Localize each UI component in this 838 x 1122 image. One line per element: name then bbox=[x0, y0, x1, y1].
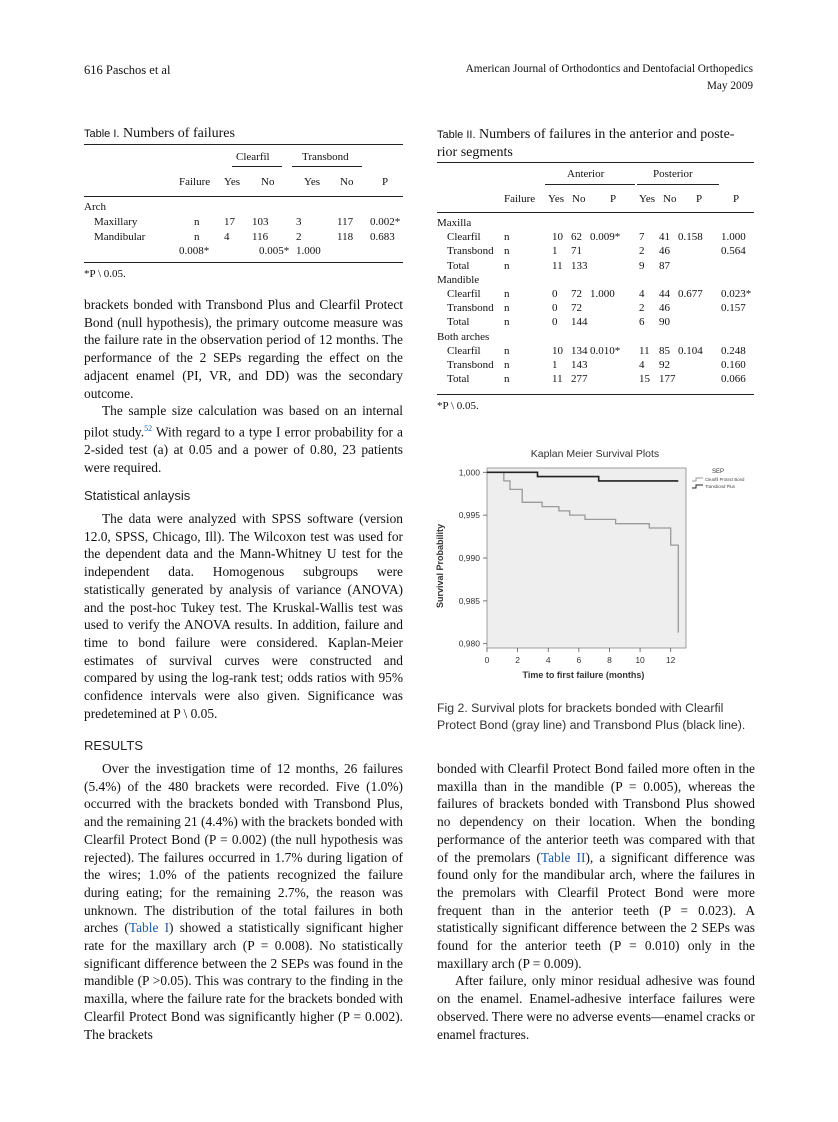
cell-n: n bbox=[504, 359, 510, 371]
row-label: Clearfil bbox=[447, 288, 481, 300]
cell-pn: 90 bbox=[659, 316, 670, 329]
p4-text-a: Over the investigation time of 12 months, 26 failures (5.4%) of the 480 brackets were recorded. Five (1.0%) occurred with the brackets bonded with Transbond Plus, and the remaining 21 (4.4%) with the brackets bonded with Clearfil Protect Bond (P = 0.002) (the null hypothesis was rejected). The failures occurred in 1.7% during ligation of the wires; 1.0% of the patients recognized the failure during eating; for the remaining 2.7%, the reason was unknown. The distribution of the total failures in both arches ( bbox=[84, 761, 403, 936]
cell-p: 0.157 bbox=[721, 302, 746, 315]
table2-header-rule bbox=[437, 212, 754, 213]
y-tick-label: 0,980 bbox=[458, 638, 480, 649]
cell-p: 0.023* bbox=[721, 288, 752, 300]
cell-p: 0.002* bbox=[370, 216, 401, 228]
row-label: Clearfil bbox=[447, 344, 481, 357]
cell-an: 72 bbox=[571, 302, 582, 315]
cell-n: n bbox=[504, 316, 510, 329]
cell-ay: 1 bbox=[552, 359, 558, 371]
table2-body bbox=[437, 217, 754, 393]
cell-ay: 1 bbox=[552, 245, 558, 258]
cell-an: 134 bbox=[571, 344, 588, 357]
paragraph-1: brackets bonded with Transbond Plus and Clearfil Protect Bond (null hypothesis), the primary outcome measure was the failure rate in the observation period of 12 months. The performance of the 2 SEPs regarding the effect on the adjacent enamel (PI, VR, and DD) was the secondary outcome. bbox=[84, 297, 403, 401]
cell-an: 277 bbox=[571, 373, 588, 386]
cell-an: 62 bbox=[571, 231, 582, 244]
cell-p: 0.066 bbox=[721, 373, 746, 386]
cell-ay: 11 bbox=[552, 259, 563, 272]
table2-col-no: No bbox=[572, 193, 586, 205]
x-tick-label: 2 bbox=[515, 655, 520, 665]
x-tick-label: 0 bbox=[484, 655, 490, 665]
cell-ap: 0.010* bbox=[590, 344, 621, 357]
legend-entry: Transbond Plus bbox=[705, 484, 735, 489]
right-column bbox=[437, 760, 755, 1043]
table2-col-p: P bbox=[610, 193, 617, 205]
cell-pn: 87 bbox=[659, 259, 670, 272]
cell-py: 2 bbox=[639, 302, 645, 315]
row-label: Total bbox=[447, 259, 470, 272]
table2-section-label: Mandible bbox=[437, 273, 480, 286]
table1-col-yes2: Yes bbox=[304, 176, 321, 188]
row-label: Total bbox=[447, 373, 470, 386]
row-label: Maxillary bbox=[94, 216, 138, 228]
cell-no: 116 bbox=[252, 231, 269, 243]
table-row bbox=[437, 359, 754, 373]
cell-an: 71 bbox=[571, 245, 582, 258]
cell-n: n bbox=[504, 259, 510, 272]
table1-footnote: *P \ 0.05. bbox=[84, 268, 126, 280]
cell-p: 0.160 bbox=[721, 359, 746, 371]
y-axis-label: Survival Probability bbox=[435, 523, 445, 609]
cell-p-arch-total: 1.000 bbox=[296, 245, 321, 257]
cell-n: n bbox=[194, 216, 200, 228]
legend-swatch bbox=[692, 478, 703, 481]
x-tick-label: 10 bbox=[635, 655, 645, 665]
table2-bottom-rule bbox=[437, 394, 754, 395]
table1-link[interactable]: Table I bbox=[128, 920, 170, 936]
issue-date: May 2009 bbox=[706, 80, 753, 92]
cell-ay: 10 bbox=[552, 231, 563, 244]
paragraph-6: After failure, only minor residual adhesive was found on the enamel. Enamel-adhesive interface failures were observed. There were no adverse events—enamel cracks or enamel fractures. bbox=[437, 973, 756, 1042]
cell-an: 144 bbox=[571, 316, 588, 329]
figure-2-caption: Fig 2. Survival plots for brackets bonded with Clearfil Protect Bond (gray line) and Transbond Plus (black line). bbox=[437, 701, 746, 732]
row-label: Total bbox=[447, 316, 470, 329]
table2-section-label: Both arches bbox=[437, 330, 490, 343]
cell-pn: 92 bbox=[659, 359, 670, 371]
cell-ap: 0.009* bbox=[590, 231, 621, 244]
journal-title: American Journal of Orthodontics and Dentofacial Orthopedics bbox=[465, 63, 753, 75]
cell-yes2: 2 bbox=[296, 231, 302, 243]
cell-ay: 0 bbox=[552, 316, 558, 329]
cell-no: 103 bbox=[252, 216, 269, 228]
y-tick-label: 0,990 bbox=[458, 553, 480, 563]
table-row bbox=[437, 373, 754, 387]
table2-section-label: Maxilla bbox=[437, 217, 472, 229]
table1-group-rule bbox=[232, 166, 282, 167]
figure-2 bbox=[430, 443, 760, 695]
cell-py: 4 bbox=[639, 359, 645, 371]
paragraph-3: The data were analyzed with SPSS software (version 12.0, SPSS, Chicago, Ill). The Wilcoxon test was used for the dependent data and the Mann-Whitney U test for the independent data. Homogenous subgroups were statistically generated by analysis of variance (ANOVA) and the post-hoc Tukey test. The Kruskal-Wallis test was used to verify the ANOVA results. In addition, failure and time to bond failure were considered. Kaplan-Meier estimates of survival curves were constructed and compared by using the log-rank test; odds ratios with 95% confidence intervals were also given. Significance was predetemined at P \ 0.05. bbox=[84, 511, 403, 721]
cell-no2: 118 bbox=[337, 231, 354, 243]
row-label: Transbond bbox=[447, 245, 494, 258]
cell-pp: 0.158 bbox=[678, 231, 703, 244]
paragraph-5 bbox=[437, 760, 755, 972]
cell-p: 0.564 bbox=[721, 245, 746, 258]
row-label: Transbond bbox=[447, 302, 494, 315]
cell-ay: 0 bbox=[552, 288, 558, 300]
kaplan-meier-chart bbox=[430, 443, 760, 695]
cell-yes: 4 bbox=[224, 231, 230, 243]
table2-col-p3: P bbox=[733, 193, 740, 205]
table2-group-rule-2 bbox=[637, 184, 719, 185]
cell-pp: 0.104 bbox=[678, 344, 703, 357]
cell-py: 11 bbox=[639, 344, 650, 357]
legend-swatch bbox=[692, 485, 703, 488]
cell-n: n bbox=[504, 302, 510, 315]
table1-col-yes: Yes bbox=[224, 176, 241, 188]
table2-group-anterior: Anterior bbox=[567, 168, 605, 180]
table2-col-yes2: Yes bbox=[639, 193, 656, 205]
table-row bbox=[437, 345, 754, 359]
cell-pn: 177 bbox=[659, 373, 676, 386]
table1-col-no: No bbox=[261, 176, 275, 188]
running-head-left: 616 Paschos et al bbox=[84, 63, 171, 77]
table2-title-line2: rior segments bbox=[437, 145, 513, 160]
x-tick-label: 4 bbox=[545, 655, 551, 665]
row-label: Transbond bbox=[447, 359, 494, 371]
table-row bbox=[437, 260, 754, 274]
table-row bbox=[437, 316, 754, 330]
cell-p: 0.248 bbox=[721, 344, 746, 357]
table2-col-no2: No bbox=[663, 193, 677, 205]
table-row bbox=[84, 245, 403, 259]
table1-col-p: P bbox=[382, 176, 389, 188]
p4-text-b: ) showed a statistically significant higher rate for the maxillary arch (P = 0.008). No statistically significant difference between the 2 SEPs was found in the mandible (P >0.05). This was contrary to the finding in the maxilla, where the failure rate for the brackets bonded with Clearfil Protect Bond was significantly higher (P = 0.002). The brackets bbox=[84, 920, 403, 1042]
table2-col-p2: P bbox=[696, 193, 703, 205]
cell-p: 1.000 bbox=[721, 231, 746, 244]
cell-n: n bbox=[504, 373, 510, 386]
cell-ay: 10 bbox=[552, 344, 563, 357]
paragraph-2 bbox=[84, 402, 403, 476]
cell-pn: 41 bbox=[659, 231, 670, 244]
table2-group-posterior: Posterior bbox=[653, 168, 693, 180]
y-tick-label: 1,000 bbox=[458, 467, 480, 478]
x-tick-label: 6 bbox=[576, 655, 582, 665]
left-column-stat bbox=[84, 510, 403, 722]
cell-p: 0.683 bbox=[370, 231, 395, 243]
cell-py: 2 bbox=[639, 245, 645, 258]
table1-group-rule-2 bbox=[292, 166, 362, 167]
table1-col-failure: Failure bbox=[179, 176, 211, 188]
y-tick-label: 0,995 bbox=[458, 510, 480, 521]
table-row bbox=[437, 231, 754, 245]
section-heading-statistical-analysis: Statistical anlaysis bbox=[84, 488, 191, 503]
cell-yes2: 3 bbox=[296, 216, 302, 228]
cell-pn: 46 bbox=[659, 302, 670, 315]
table1-group-clearfil: Clearfil bbox=[236, 151, 270, 163]
cell-ay: 11 bbox=[552, 373, 563, 386]
table-row bbox=[84, 231, 403, 245]
cell-ay: 0 bbox=[552, 302, 558, 315]
table1-bottom-rule bbox=[84, 262, 403, 263]
plot-area bbox=[487, 468, 686, 648]
cell-pn: 44 bbox=[659, 288, 670, 300]
cell-p-arch-transbond: 0.005* bbox=[259, 245, 290, 257]
p2-text-b: With regard to a type I error probability for a 2-sided test (a) at 0.05 and a power of 0.80, 23 patients were required. bbox=[84, 424, 403, 475]
cell-pp: 0.677 bbox=[678, 288, 703, 300]
cell-pn: 85 bbox=[659, 344, 670, 357]
cell-py: 9 bbox=[639, 259, 645, 272]
table2-col-failure: Failure bbox=[504, 193, 536, 205]
cell-py: 7 bbox=[639, 231, 645, 244]
table2-caption bbox=[437, 126, 754, 161]
cell-pn: 46 bbox=[659, 245, 670, 258]
cell-n: n bbox=[504, 231, 510, 244]
cell-py: 15 bbox=[639, 373, 650, 386]
cell-ap: 1.000 bbox=[590, 288, 615, 300]
table1-title: Numbers of failures bbox=[122, 126, 235, 141]
cell-yes: 17 bbox=[224, 216, 235, 228]
cell-n: n bbox=[504, 288, 510, 300]
table2-title-line1: Numbers of failures in the anterior and poste- bbox=[479, 127, 735, 142]
cell-an: 72 bbox=[571, 288, 582, 300]
table2-group-rule bbox=[545, 184, 635, 185]
x-tick-label: 8 bbox=[607, 655, 612, 665]
table1-arch-label: Arch bbox=[84, 201, 106, 213]
table2-label: Table II. bbox=[437, 129, 476, 141]
x-tick-label: 12 bbox=[665, 655, 676, 665]
table-row bbox=[437, 302, 754, 316]
table-row bbox=[84, 216, 403, 230]
table1-caption bbox=[84, 126, 235, 142]
p5-text-a: bonded with Clearfil Protect Bond failed more often in the maxilla than in the mandible (P = 0.005), whereas the failures of brackets bonded with Transbond Plus showed no dependency on their location. When the bonding performance of the anterior teeth was compared with that of the premolars ( bbox=[437, 761, 755, 865]
left-column bbox=[84, 296, 403, 477]
cell-no2: 117 bbox=[337, 216, 354, 228]
cell-py: 6 bbox=[639, 316, 645, 329]
table2-col-yes: Yes bbox=[548, 193, 565, 205]
p2-text-a: The sample size calculation was based on an internal pilot study. bbox=[84, 403, 403, 440]
reference-52[interactable]: 52 bbox=[144, 423, 153, 433]
cell-p-arch-clearfil: 0.008* bbox=[179, 245, 210, 257]
cell-an: 133 bbox=[571, 259, 588, 272]
p5-text-b: ), a significant difference was found only for the mandibular arch, where the failures in the premolars with Clearfil Protect Bond were more frequent than in the anterior teeth (P = 0.023). A statistically significant difference between the 2 SEPs was found for the anterior teeth (P = 0.010) only in the maxillary arch (P = 0.009). bbox=[437, 849, 756, 971]
row-label: Clearfil bbox=[447, 231, 481, 244]
table1-group-transbond: Transbond bbox=[302, 151, 349, 163]
x-axis-label: Time to first failure (months) bbox=[522, 670, 645, 680]
table1-header-rule bbox=[84, 196, 403, 197]
table2-top-rule bbox=[437, 162, 754, 163]
paragraph-4 bbox=[84, 760, 403, 1043]
table-row bbox=[437, 288, 754, 302]
cell-n: n bbox=[194, 231, 200, 243]
table1-col-no2: No bbox=[340, 176, 354, 188]
legend-entry: Clearfil Protect Bond bbox=[705, 477, 745, 482]
row-label: Mandibular bbox=[94, 231, 146, 243]
cell-py: 4 bbox=[639, 288, 645, 300]
legend-title: SEP bbox=[711, 469, 725, 475]
cell-an: 143 bbox=[571, 359, 588, 371]
table-row bbox=[437, 245, 754, 259]
cell-n: n bbox=[504, 344, 510, 357]
y-tick-label: 0,985 bbox=[458, 595, 480, 606]
table1-label: Table I. bbox=[84, 128, 120, 140]
section-heading-results: RESULTS bbox=[84, 738, 143, 753]
cell-n: n bbox=[504, 245, 510, 258]
left-column-results bbox=[84, 760, 403, 1043]
chart-title: Kaplan Meier Survival Plots bbox=[530, 448, 660, 460]
table2-footnote: *P \ 0.05. bbox=[437, 400, 479, 412]
table2-link[interactable]: Table II bbox=[540, 849, 586, 865]
table1-top-rule bbox=[84, 144, 403, 145]
